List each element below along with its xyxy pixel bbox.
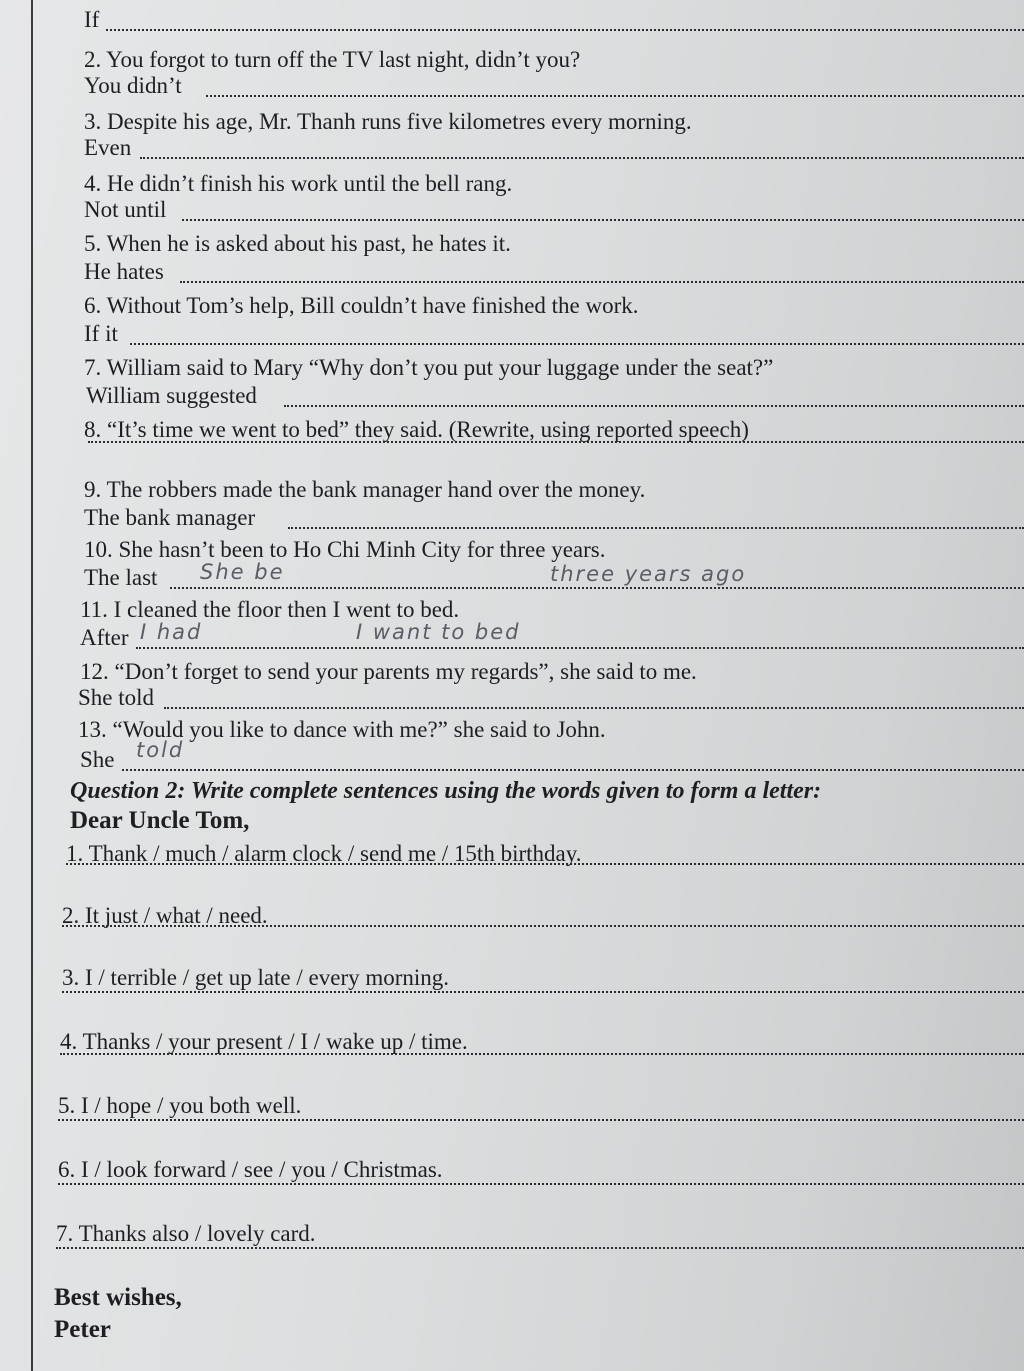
answer-stem: The last xyxy=(84,565,158,590)
exercise-prompt: 7. Thanks also / lovely card. xyxy=(56,1221,316,1246)
exercise-prompt: 10. She hasn’t been to Ho Chi Minh City for three years. xyxy=(84,537,606,562)
handwritten-answer: told xyxy=(136,738,185,762)
answer-stem: After xyxy=(80,625,129,650)
answer-stem: If xyxy=(84,7,100,32)
exercise-prompt: 11. I cleaned the floor then I went to bed. xyxy=(80,597,460,622)
exercise-prompt: 2. It just / what / need. xyxy=(62,903,268,928)
handwritten-answer: I had xyxy=(140,620,203,644)
answer-line xyxy=(84,504,1024,532)
letter-greeting: Dear Uncle Tom, xyxy=(70,807,250,834)
letter-signature: Peter xyxy=(54,1316,111,1343)
answer-line xyxy=(80,624,1024,652)
exercise-prompt: 1. Thank / much / alarm clock / send me / 15th birthday. xyxy=(66,841,582,866)
answer-line xyxy=(84,258,1024,286)
answer-line xyxy=(84,134,1024,162)
answer-line xyxy=(84,196,1024,224)
answer-line xyxy=(84,320,1024,348)
exercise-prompt: 13. “Would you like to dance with me?” she said to John. xyxy=(78,717,606,742)
exercise-prompt: 2. You forgot to turn off the TV last night, didn’t you? xyxy=(84,47,581,72)
answer-stem: If it xyxy=(84,321,118,346)
exercise-prompt: 7. William said to Mary “Why don’t you put your luggage under the seat?” xyxy=(84,355,774,380)
answer-line xyxy=(84,6,1024,34)
answer-stem: Even xyxy=(84,135,132,160)
exercise-prompt: 8. “It’s time we went to bed” they said. (Rewrite, using reported speech) xyxy=(84,417,749,442)
answer-stem: The bank manager xyxy=(84,505,256,530)
exercise-prompt: 6. Without Tom’s help, Bill couldn’t have finished the work. xyxy=(84,293,639,318)
answer-stem: You didn’t xyxy=(84,73,182,98)
answer-stem: He hates xyxy=(84,259,164,284)
answer-stem: William suggested xyxy=(86,383,257,408)
handwritten-answer: three years ago xyxy=(550,562,747,586)
answer-stem: She told xyxy=(78,685,155,710)
exercise-prompt: 5. I / hope / you both well. xyxy=(58,1093,302,1118)
exercise-prompt: 9. The robbers made the bank manager hand over the money. xyxy=(84,477,646,502)
answer-stem: Not until xyxy=(84,197,167,222)
exercise-prompt: 4. Thanks / your present / I / wake up / time. xyxy=(60,1029,468,1054)
exercise-prompt: 3. Despite his age, Mr. Thanh runs five kilometres every morning. xyxy=(84,109,692,134)
answer-stem: She xyxy=(80,747,115,772)
answer-line xyxy=(86,382,1024,410)
exercise-prompt: 6. I / look forward / see / you / Christmas. xyxy=(58,1157,443,1182)
answer-line xyxy=(84,72,1024,100)
answer-line xyxy=(78,684,1024,712)
exercise-prompt: 12. “Don’t forget to send your parents my regards”, she said to me. xyxy=(80,659,697,684)
section-heading: Question 2: Write complete sentences using the words given to form a letter: xyxy=(70,778,822,804)
handwritten-answer: She be xyxy=(200,560,285,584)
exercise-prompt: 5. When he is asked about his past, he hates it. xyxy=(84,231,511,256)
margin-rule xyxy=(31,0,33,1371)
exercise-prompt: 3. I / terrible / get up late / every morning. xyxy=(62,965,450,990)
handwritten-answer: I want to bed xyxy=(356,620,521,644)
answer-line xyxy=(80,746,1024,774)
exercise-prompt: 4. He didn’t finish his work until the bell rang. xyxy=(84,171,513,196)
letter-closing: Best wishes, xyxy=(54,1284,182,1311)
